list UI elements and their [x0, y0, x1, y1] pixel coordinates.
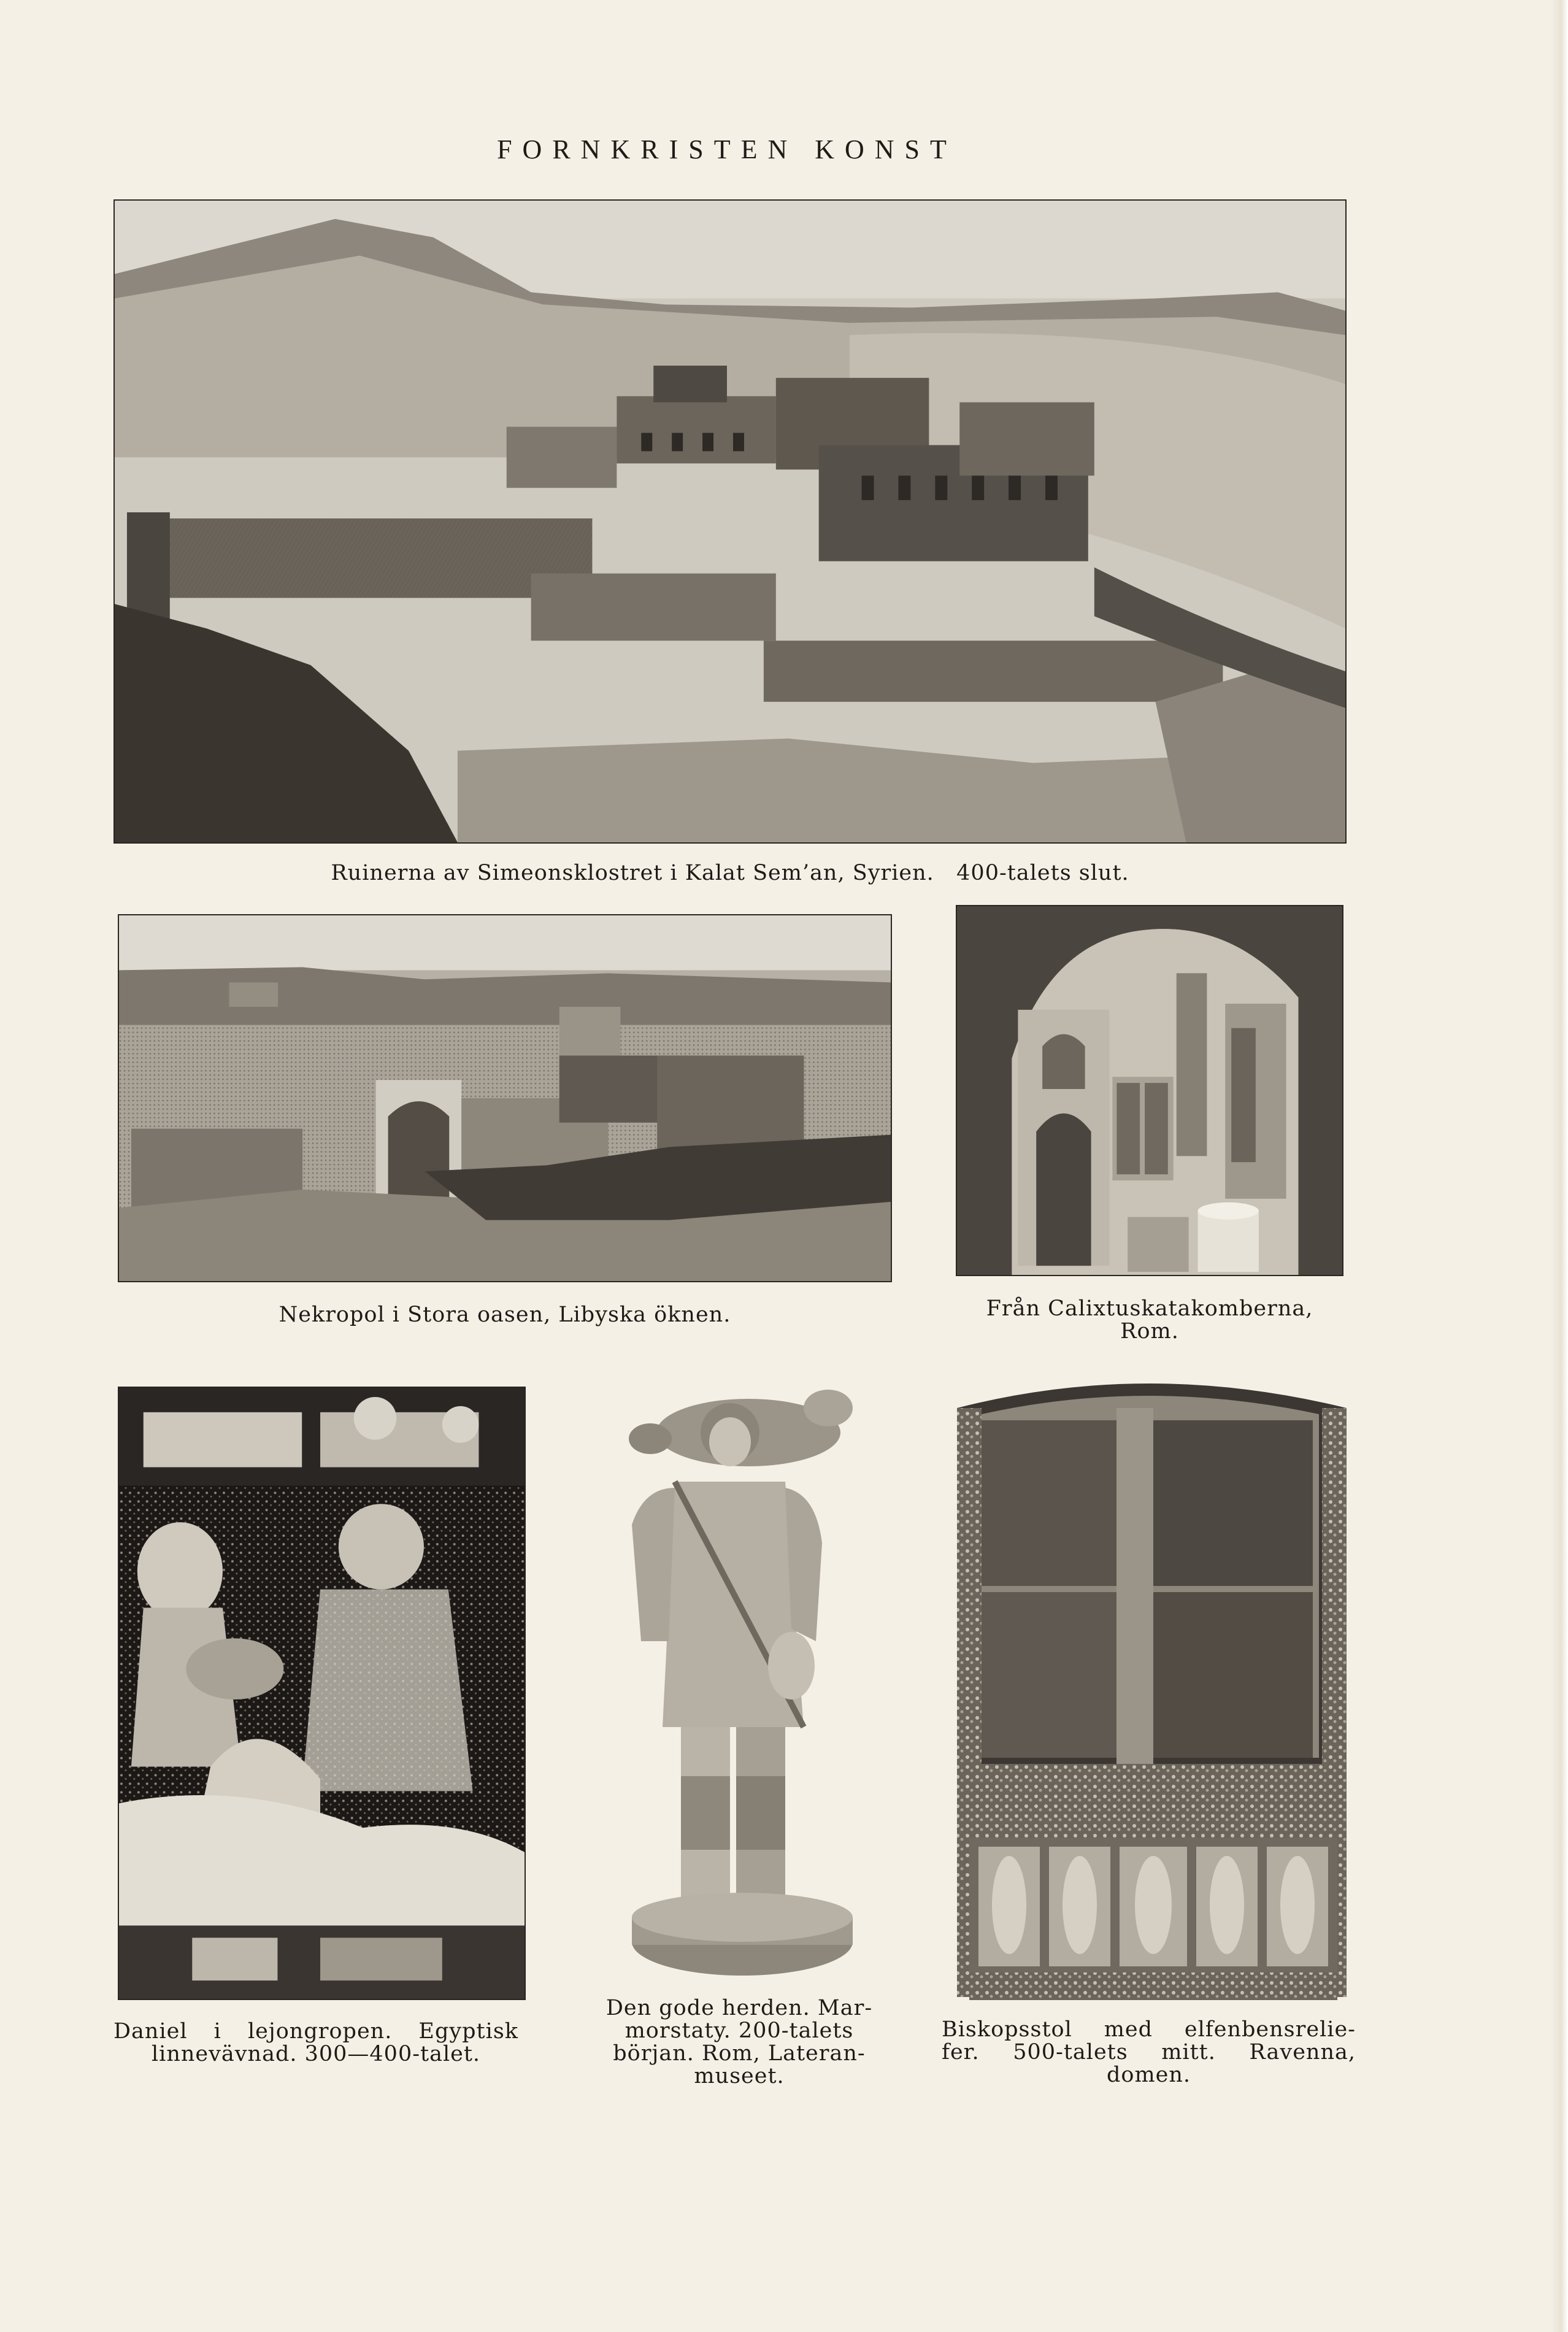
daniel-caption — [113, 2020, 518, 2066]
shepherd-caption-line-4: museet. — [694, 2064, 785, 2088]
daniel-textile-photo — [118, 1387, 526, 2000]
bishops-throne-photo — [945, 1371, 1359, 2003]
daniel-caption-line-1: Daniel i lejongropen. Egyptisk — [113, 2019, 518, 2044]
catacomb-drawing — [956, 905, 1343, 1276]
good-shepherd-statue-photo — [607, 1383, 877, 1994]
page-title: FORNKRISTEN KONST — [497, 134, 957, 164]
shepherd-caption-line-1: Den gode herden. Mar- — [605, 1996, 873, 2020]
necropolis-caption: Nekropol i Stora oasen, Libyska öknen. — [279, 1303, 731, 1327]
simeon-caption: Ruinerna av Simeonsklostret i Kalat Sem’an, Syrien. 400-talets slut. — [331, 861, 1129, 885]
throne-caption-line-3: domen. — [1106, 2063, 1191, 2087]
shepherd-caption-line-2: morstaty. 200-talets — [625, 2018, 854, 2043]
daniel-caption-line-2: linnevävnad. 300—400-talet. — [151, 2042, 481, 2066]
throne-caption-line-2: fer. 500-talets mitt. Ravenna, — [942, 2040, 1356, 2065]
shepherd-caption — [567, 1997, 911, 2088]
throne-caption — [942, 2018, 1356, 2087]
catacomb-caption-line-1: Från Calixtuskatakomberna, — [986, 1296, 1313, 1321]
shepherd-caption-line-3: början. Rom, Lateran- — [613, 2041, 866, 2066]
catacomb-caption — [956, 1298, 1343, 1343]
page-edge — [1551, 0, 1568, 2332]
throne-caption-line-1: Biskopsstol med elfenbensrelie- — [942, 2017, 1356, 2042]
catacomb-caption-line-2: Rom. — [1120, 1319, 1179, 1344]
simeon-monastery-engraving — [113, 199, 1347, 844]
necropolis-photo — [118, 914, 892, 1282]
